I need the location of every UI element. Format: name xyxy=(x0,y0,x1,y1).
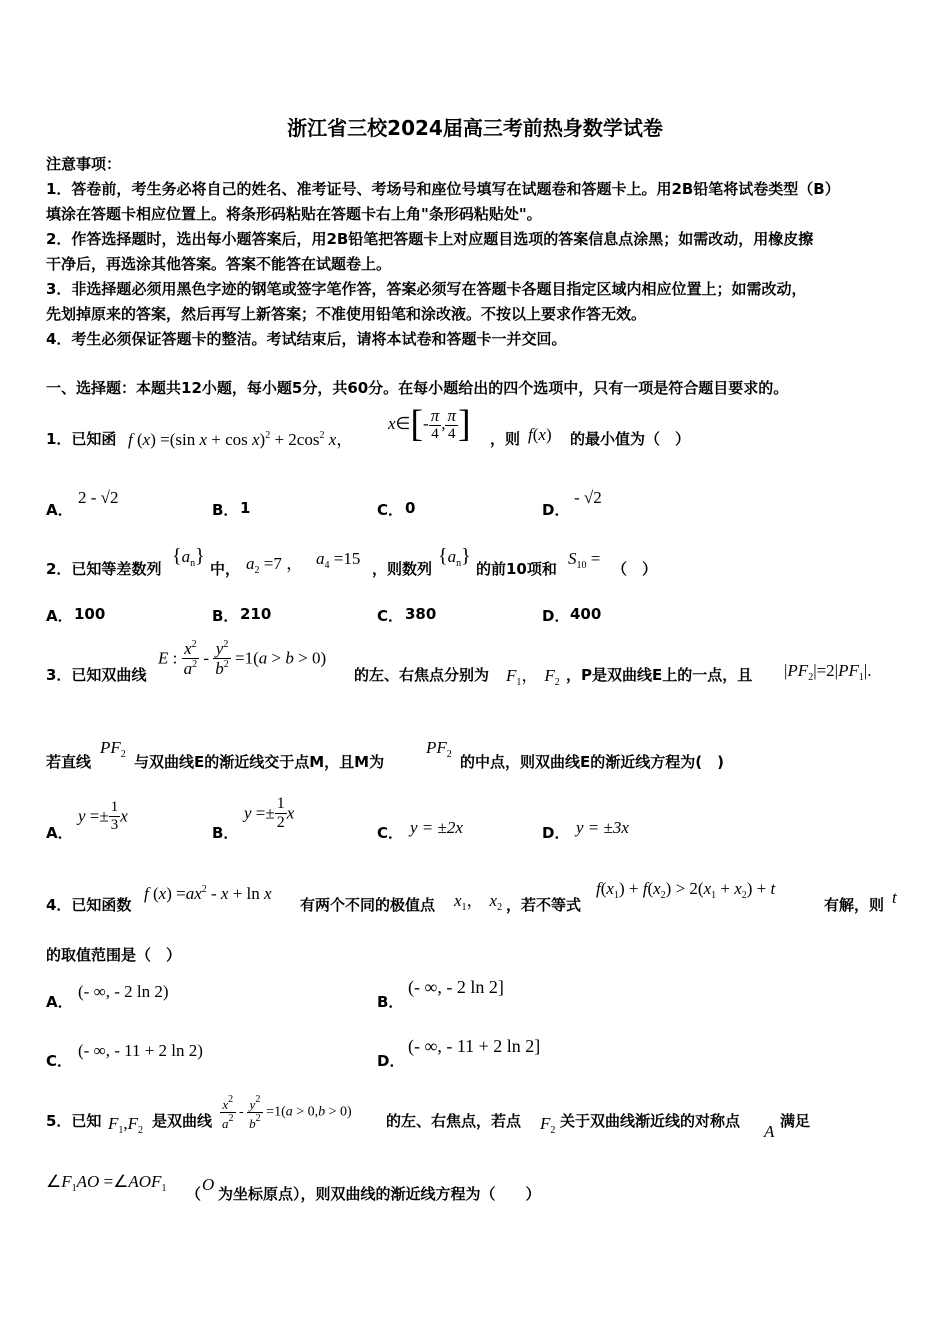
q4-option-a-label: A． xyxy=(46,993,73,1011)
q4-mid1: 有两个不同的极值点 xyxy=(300,896,436,914)
q1-tail2: 的最小值为（ ） xyxy=(570,430,691,448)
notice-line: 3．非选择题必须用黑色字迹的钢笔或签字笔作答，答案必须写在答题卡各题目指定区域内相应位置上；如需改动， xyxy=(46,280,807,298)
q2-prefix: 2．已知等差数列 xyxy=(46,560,162,578)
q2-seq-an-2: $\{a_n\}$ xyxy=(438,545,471,569)
q5-mid3: 关于双曲线渐近线的对称点 xyxy=(560,1112,741,1130)
q3-line2a: 若直线 xyxy=(46,753,92,771)
q3-f1f2: $F_1$， $F_2$ xyxy=(506,666,560,688)
q3-mid1: 的左、右焦点分别为 xyxy=(354,666,490,684)
q4-tail: 有解，则 xyxy=(824,896,885,914)
q4-option-c-label: C． xyxy=(46,1052,73,1070)
notice-line: 1．答卷前，考生务必将自己的姓名、准考证号、考场号和座位号填写在试题卷和答题卡上。用2B铅笔将试卷类型（B） xyxy=(46,180,840,198)
q4-inequality: $f(x_1) + f(x_2) > 2(x_1 + x_2) + t$ xyxy=(596,879,776,901)
q5-point-a: A xyxy=(764,1122,775,1141)
q4-option-c-value: (- ∞, - 11 + 2 ln 2) xyxy=(78,1041,203,1060)
q2-option-a-label: A． xyxy=(46,607,73,625)
q5-prefix: 5．已知 xyxy=(46,1112,102,1130)
q4-option-d-label: D． xyxy=(377,1052,405,1070)
q3-mid2: ，P是双曲线E上的一点，且 xyxy=(566,666,753,684)
q4-line2: 的取值范围是（ ） xyxy=(46,946,182,964)
q1-formula: f (x) =(sin $x + \cos x)^2 + 2\cos^2$ x， xyxy=(128,430,354,449)
notice-line: 先划掉原来的答案，然后再写上新答案；不准使用铅笔和涂改液。不按以上要求作答无效。 xyxy=(46,305,647,323)
q1-prefix: 1．已知函 xyxy=(46,430,117,448)
q5-mid1: 是双曲线 xyxy=(152,1112,213,1130)
q5-f1f2: $F_1,F_2$ xyxy=(108,1114,144,1136)
q3-line2c: 的中点，则双曲线E的渐近线方程为( ) xyxy=(460,753,724,771)
q3-option-a-value: y =± $\frac{1}{3}$ x xyxy=(78,799,128,833)
q1-option-c-value: 0 xyxy=(405,499,416,517)
q2-option-d-value: 400 xyxy=(570,605,602,623)
q3-option-b-label: B． xyxy=(212,824,239,842)
q1-option-d-label: D． xyxy=(542,501,570,519)
q2-seq-an: $\{a_n\}$ xyxy=(172,545,205,569)
section-heading: 一、选择题：本题共12小题，每小题5分，共60分。在每小题给出的四个选项中，只有一项是符合题目要求的。 xyxy=(46,379,789,397)
q3-hyperbola: E : $\frac{x^2}{a^2}$ - $\frac{y^2}{b^2}$ =1(a > b > 0) xyxy=(158,639,327,678)
q2-mid3: 的前10项和 xyxy=(476,560,557,578)
q4-prefix: 4．已知函数 xyxy=(46,896,132,914)
q1-domain: x∈[- $\frac{\pi}{4}$ , $\frac{\pi}{4}$ ] xyxy=(388,403,471,445)
q3-line2b: 与双曲线E的渐近线交于点M，且M为 xyxy=(134,753,385,771)
q4-option-b-label: B． xyxy=(377,993,404,1011)
notice-heading: 注意事项： xyxy=(46,155,122,173)
q3-prefix: 3．已知双曲线 xyxy=(46,666,147,684)
notice-line: 干净后，再选涂其他答案。答案不能答在试题卷上。 xyxy=(46,255,392,273)
q3-option-d-value: y = ±3x xyxy=(576,818,629,837)
notice-line: 4．考生必须保证答题卡的整洁。考试结束后，请将本试卷和答题卡一并交回。 xyxy=(46,330,567,348)
q5-origin-o: O xyxy=(202,1175,215,1194)
q3-condition: $|PF_2|=2|PF_1|$. xyxy=(784,661,872,683)
q3-option-a-label: A． xyxy=(46,824,73,842)
q3-pf2: $PF_2$ xyxy=(100,738,126,760)
q5-angle-condition: $\angle F_1AO$ $=\angle AOF_1$ xyxy=(46,1172,167,1194)
q4-option-b-value: (- ∞, - 2 ln 2] xyxy=(408,977,504,997)
q2-mid2: ，则数列 xyxy=(372,560,433,578)
q1-option-b-label: B． xyxy=(212,501,239,519)
q4-x1x2: $x_1$， $x_2$ xyxy=(454,891,503,913)
q4-option-a-value: (- ∞, - 2 ln 2) xyxy=(78,982,169,1001)
q2-a2: $a_2 =7$ ， xyxy=(246,554,304,576)
q2-option-b-value: 210 xyxy=(240,605,272,623)
q5-mid2: 的左、右焦点，若点 xyxy=(386,1112,522,1130)
q4-t: t xyxy=(892,888,897,907)
q1-option-b-value: 1 xyxy=(240,499,251,517)
q3-option-b-value: y =± $\frac{1}{2}$ x xyxy=(244,795,295,831)
q5-hyperbola: $\frac{x^2}{a^2}$ - $\frac{y^2}{b^2}$ =1(a > 0,b > 0) xyxy=(222,1094,352,1131)
q2-option-b-label: B． xyxy=(212,607,239,625)
q5-line2a: （ xyxy=(186,1185,202,1203)
q5-line2b: 为坐标原点），则双曲线的渐近线方程为（ ） xyxy=(218,1185,541,1203)
q1-tail1: ，则 xyxy=(490,430,521,448)
q1-option-c-label: C． xyxy=(377,501,404,519)
q3-option-d-label: D． xyxy=(542,824,570,842)
q3-pf2-b: $PF_2$ xyxy=(426,738,452,760)
q5-tail: 满足 xyxy=(780,1112,811,1130)
q2-option-c-value: 380 xyxy=(405,605,437,623)
q2-s10: $S_{10}$ = xyxy=(568,549,601,571)
q4-mid2: ，若不等式 xyxy=(506,896,582,914)
q1-option-d-value: - √2 xyxy=(574,488,602,507)
notice-line: 2．作答选择题时，选出每小题答案后，用2B铅笔把答题卡上对应题目选项的答案信息点涂黑；如需改动，用橡皮擦 xyxy=(46,230,814,248)
q2-a4: $a_4 =15$ xyxy=(316,549,361,571)
q2-tail: （ ） xyxy=(612,560,658,578)
q1-option-a-label: A． xyxy=(46,501,73,519)
q3-option-c-label: C． xyxy=(377,824,404,842)
q1-fx: f(x) xyxy=(528,425,552,444)
notice-line: 填涂在答题卡相应位置上。将条形码粘贴在答题卡右上角"条形码粘贴处"。 xyxy=(46,205,542,223)
q1-option-a-value: 2 - √2 xyxy=(78,488,119,507)
q5-f2: $F_2$ xyxy=(540,1114,556,1136)
q2-mid1: 中， xyxy=(210,560,241,578)
q2-option-a-value: 100 xyxy=(74,605,106,623)
q4-function: f $(x) =ax^2 - x + \ln x$ xyxy=(144,884,272,903)
q2-option-c-label: C． xyxy=(377,607,404,625)
page-title: 浙江省三校2024届高三考前热身数学试卷 xyxy=(287,116,663,140)
q2-option-d-label: D． xyxy=(542,607,570,625)
q4-option-d-value: (- ∞, - 11 + 2 ln 2] xyxy=(408,1036,541,1056)
q3-option-c-value: y = ±2x xyxy=(410,818,463,837)
